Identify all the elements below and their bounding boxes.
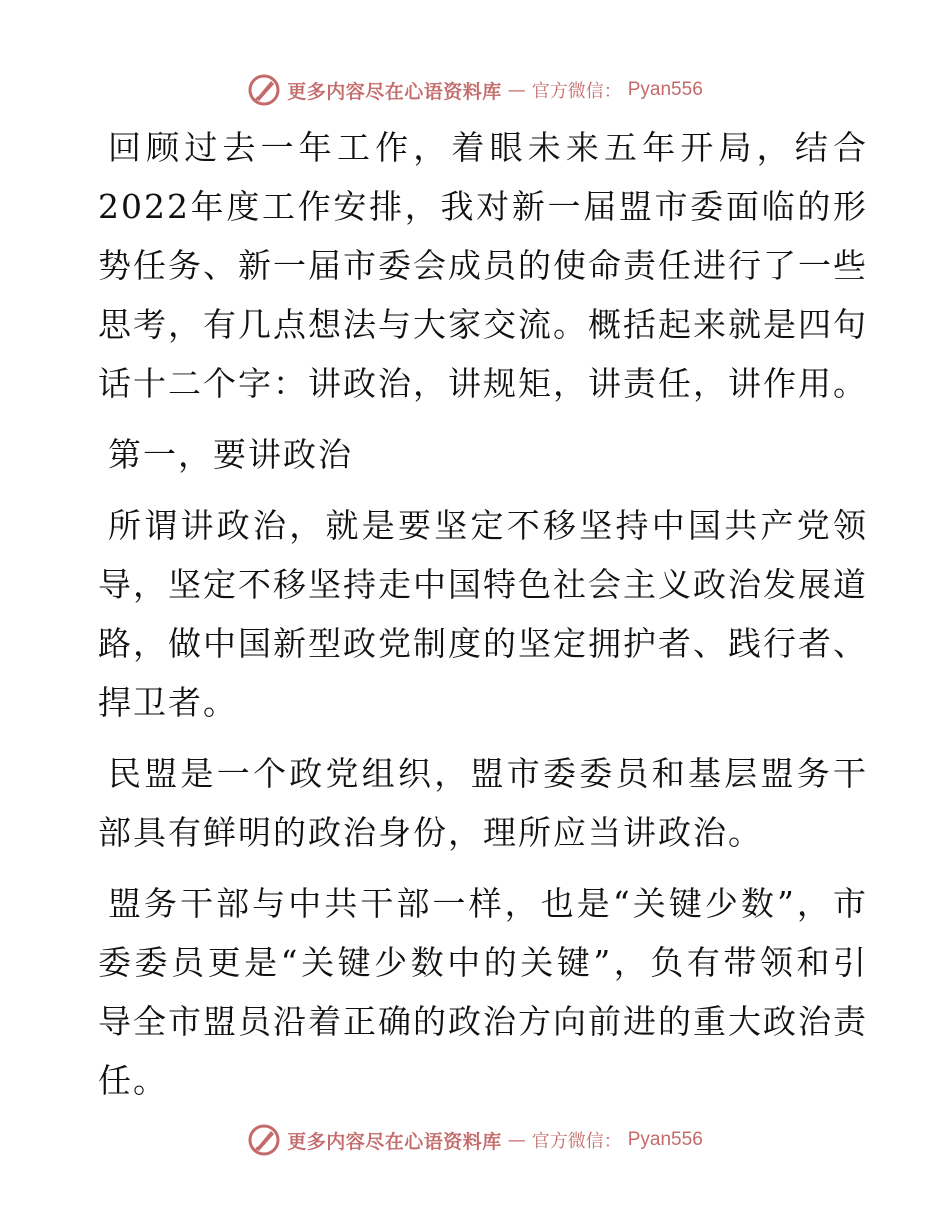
paragraph-intro: 回顾过去一年工作，着眼未来五年开局，结合2022年度工作安排，我对新一届盟市委面临的形势任务、新一届市委会成员的使命责任进行了一些思考，有几点想法与大家交流。概括起来就是四句话十二个字：讲政治，讲规矩，讲责任，讲作用。 <box>98 128 868 403</box>
watermark-wechat-id: Pyan556 <box>627 1129 703 1150</box>
watermark-text: 更多内容尽在心语资料库 <box>287 80 502 103</box>
watermark-text: 更多内容尽在心语资料库 <box>287 1130 502 1153</box>
section-heading-politics: 第一，要讲政治 <box>108 435 353 474</box>
quill-pen-logo-icon <box>247 1123 281 1157</box>
watermark-dash: — <box>507 1129 526 1151</box>
paragraph-definition: 所谓讲政治，就是要坚定不移坚持中国共产党领导，坚定不移坚持走中国特色社会主义政治发展道路，做中国新型政党制度的坚定拥护者、践行者、捍卫者。 <box>98 506 868 722</box>
watermark-wechat-label: 官方微信： <box>531 1131 622 1152</box>
paragraph-organization: 民盟是一个政党组织，盟市委委员和基层盟务干部具有鲜明的政治身份，理所应当讲政治。 <box>98 754 868 852</box>
watermark-wechat-label: 官方微信： <box>531 81 622 102</box>
paragraph-key-minority: 盟务干部与中共干部一样，也是“关键少数”，市委委员更是“关键少数中的关键”，负有带领和引导全市盟员沿着正确的政治方向前进的重大政治责任。 <box>98 884 868 1100</box>
document-body <box>98 118 868 1122</box>
watermark-dash: — <box>507 79 526 101</box>
header-watermark <box>0 70 950 110</box>
footer-watermark <box>0 1120 950 1160</box>
watermark-wechat-id: Pyan556 <box>627 79 703 100</box>
quill-pen-logo-icon <box>247 73 281 107</box>
